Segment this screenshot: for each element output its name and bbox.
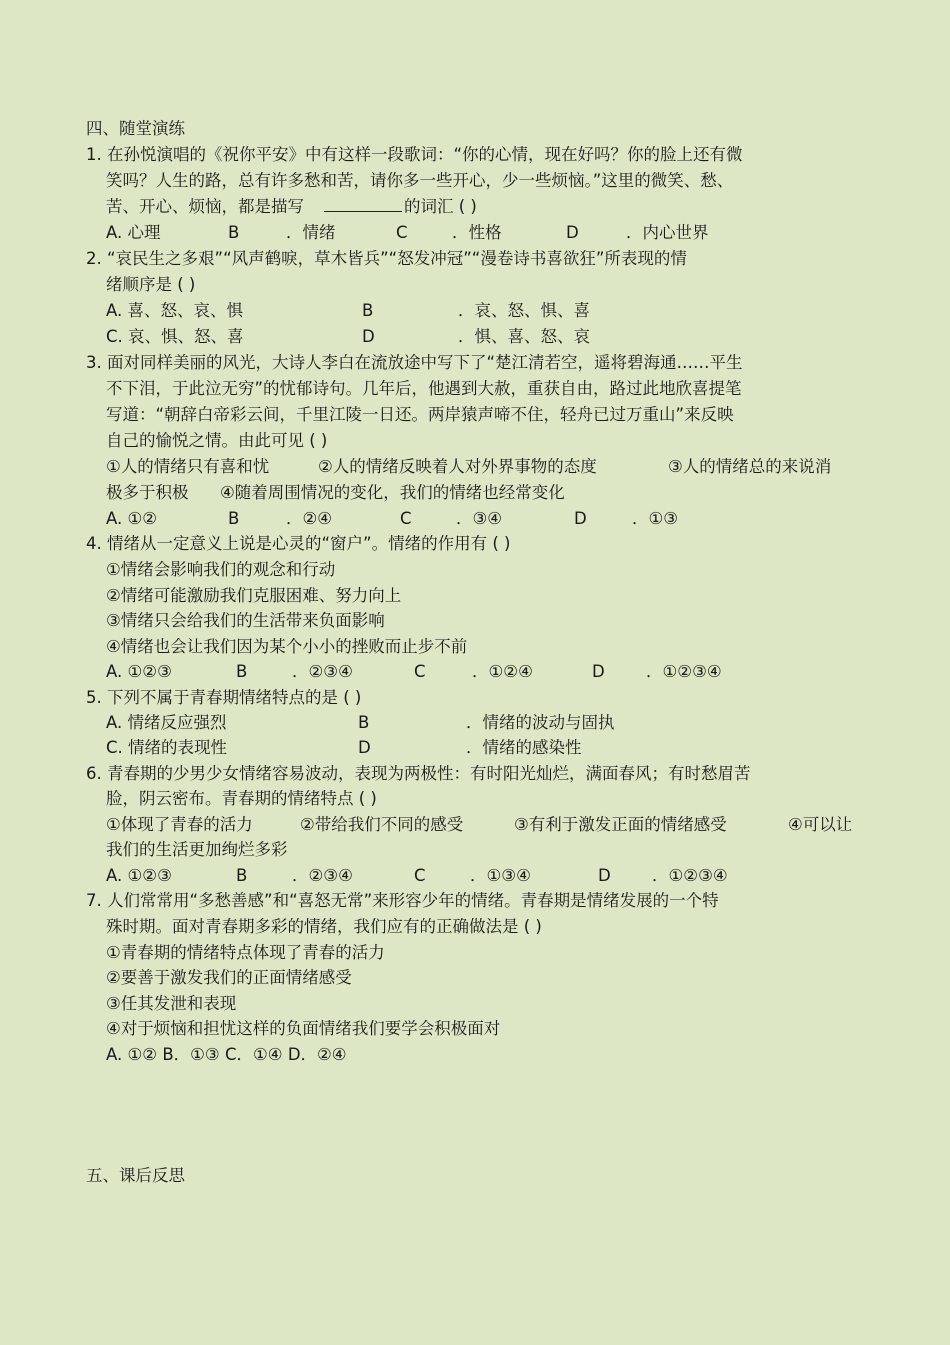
q2-stem-line: 绪顺序是 ( ) <box>106 275 196 294</box>
option-a: A. ①② <box>106 509 158 528</box>
option-d-label: D <box>362 327 375 346</box>
option-b: ．②③④ <box>292 866 353 885</box>
option-d: ．内心世界 <box>626 223 709 242</box>
q3-stem-line: 3. 面对同样美丽的风光，大诗人李白在流放途中写下了“楚江清若空，遥将碧海通……平生 <box>86 353 743 372</box>
option-d: ．情绪的感染性 <box>466 738 582 757</box>
q1-stem-text: 苦、开心、烦恼，都是描写 <box>106 197 304 216</box>
statement-4: ④可以让 <box>788 815 853 834</box>
option-a: A. ①②③ <box>106 866 172 885</box>
answer-blank <box>324 195 402 212</box>
statement-3-cont: 极多于积极 <box>106 483 189 502</box>
statement-4: ④随着周围情况的变化，我们的情绪也经常变化 <box>220 483 565 502</box>
option-c: C. 情绪的表现性 <box>106 738 228 757</box>
option-b-label: B <box>358 713 370 732</box>
q7-stem-line: 7. 人们常常用“多愁善感”和“喜怒无常”来形容少年的情绪。青春期是情绪发展的一个特 <box>86 891 719 910</box>
q3-stem-line: 不下泪，于此泣无穷”的忧郁诗句。几年后，他遇到大赦，重获自由，路过此地欣喜提笔 <box>106 379 742 398</box>
option-d-label: D <box>566 223 579 242</box>
option-d-label: D <box>592 662 605 681</box>
option-a: A. 喜、怒、哀、惧 <box>106 301 243 320</box>
q6-stem-line: 脸，阴云密布。青春期的情绪特点 ( ) <box>106 789 377 808</box>
option-b-label: B <box>228 223 240 242</box>
q4-statement-3: ③情绪只会给我们的生活带来负面影响 <box>106 611 385 630</box>
q7-stem-line: 殊时期。面对青春期多彩的情绪，我们应有的正确做法是 ( ) <box>106 917 542 936</box>
section-title-practice: 四、随堂演练 <box>86 119 185 138</box>
option-d: ．惧、喜、怒、哀 <box>458 327 590 346</box>
option-c: ．性格 <box>452 223 502 242</box>
q7-statement-1: ①青春期的情绪特点体现了青春的活力 <box>106 943 385 962</box>
option-b-label: B <box>362 301 374 320</box>
q6-statements: 我们的生活更加绚烂多彩 <box>106 840 288 859</box>
option-c: ．①②④ <box>472 662 533 681</box>
option-c-label: C <box>414 866 426 885</box>
option-b-label: B <box>236 662 248 681</box>
q2-stem-line: 2. “哀民生之多艰”“风声鹤唳，草木皆兵”“怒发冲冠”“漫卷诗书喜欲狂”所表现的情 <box>86 249 687 268</box>
q1-stem-line <box>106 194 477 220</box>
option-b: ．情绪的波动与固执 <box>466 713 615 732</box>
q4-stem-line: 4. 情绪从一定意义上说是心灵的“窗户”。情绪的作用有 ( ) <box>86 534 511 553</box>
q1-stem-line: 笑吗？人生的路，总有许多愁和苦，请你多一些开心，少一些烦恼。”这里的微笑、愁、 <box>106 171 734 190</box>
q7-statement-3: ③任其发泄和表现 <box>106 994 237 1013</box>
statement-3: ③人的情绪总的来说消 <box>668 457 832 476</box>
option-b-label: B <box>236 866 248 885</box>
q1-stem-text: 的词汇 ( ) <box>404 197 477 216</box>
option-a: A. 心理 <box>106 223 161 242</box>
q3-stem-line: 自己的愉悦之情。由此可见 ( ) <box>106 431 328 450</box>
option-b-label: B <box>228 509 240 528</box>
option-c: ．③④ <box>456 509 503 528</box>
q7-statement-4: ④对于烦恼和担忧这样的负面情绪我们要学会积极面对 <box>106 1019 501 1038</box>
option-d: ．①②③④ <box>652 866 728 885</box>
q4-statement-2: ②情绪可能激励我们克服困难、努力向上 <box>106 586 402 605</box>
q6-stem-line: 6. 青春期的少男少女情绪容易波动，表现为两极性：有时阳光灿烂，满面春风；有时愁眉苦 <box>86 764 751 783</box>
option-d: ．①②③④ <box>646 662 722 681</box>
option-d-label: D <box>574 509 587 528</box>
q5-stem-line: 5. 下列不属于青春期情绪特点的是 ( ) <box>86 688 362 707</box>
option-c-label: C <box>400 509 412 528</box>
section-title-reflection: 五、课后反思 <box>86 1166 185 1185</box>
q3-stem-line: 写道：“朝辞白帝彩云间，千里江陵一日还。两岸猿声啼不住，轻舟已过万重山”来反映 <box>106 405 734 424</box>
option-b: ．②③④ <box>292 662 353 681</box>
statement-1: ①人的情绪只有喜和忧 <box>106 457 270 476</box>
option-d-label: D <box>598 866 611 885</box>
q4-statement-1: ①情绪会影响我们的观念和行动 <box>106 560 336 579</box>
option-a: A. ①②③ <box>106 662 172 681</box>
statement-1: ①体现了青春的活力 <box>106 815 253 834</box>
option-d: ．①③ <box>632 509 679 528</box>
q7-statement-2: ②要善于激发我们的正面情绪感受 <box>106 968 352 987</box>
option-b: ．哀、怒、惧、喜 <box>458 301 590 320</box>
option-a: A. 情绪反应强烈 <box>106 713 227 732</box>
option-c: C. 哀、惧、怒、喜 <box>106 327 244 346</box>
q4-statement-4: ④情绪也会让我们因为某个小小的挫败而止步不前 <box>106 637 468 656</box>
option-c: ．①③④ <box>470 866 531 885</box>
q1-stem-line: 1. 在孙悦演唱的《祝你平安》中有这样一段歌词：“你的心情，现在好吗？你的脸上还有微 <box>86 145 743 164</box>
statement-2: ②人的情绪反映着人对外界事物的态度 <box>318 457 597 476</box>
option-c-label: C <box>414 662 426 681</box>
statement-2: ②带给我们不同的感受 <box>300 815 464 834</box>
statement-3: ③有利于激发正面的情绪感受 <box>514 815 727 834</box>
option-d-label: D <box>358 738 371 757</box>
option-b: ．②④ <box>286 509 333 528</box>
option-c-label: C <box>396 223 408 242</box>
option-b: ．情绪 <box>286 223 336 242</box>
q7-options: A. ①② B．①③ C．①④ D．②④ <box>106 1045 347 1064</box>
